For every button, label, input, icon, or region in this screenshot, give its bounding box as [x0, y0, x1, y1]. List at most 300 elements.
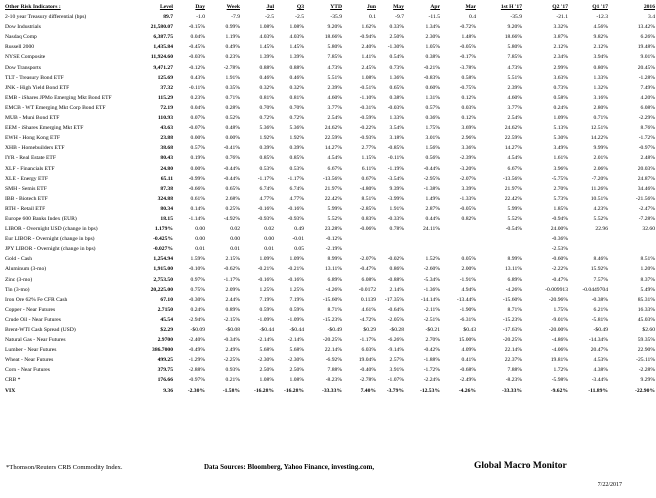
row-label: Wheat - Near Futures [5, 357, 54, 364]
change-cell: 9.29% [640, 377, 655, 384]
change-cell: -16.28% [253, 387, 274, 394]
change-cell: 2.39% [327, 84, 342, 91]
change-cell: -3.54% [387, 175, 404, 182]
level-cell: 37.32 [160, 84, 173, 91]
level-cell: 18.15 [160, 215, 173, 222]
table-row [4, 295, 656, 305]
change-cell: -15.23% [502, 316, 522, 323]
change-cell: 2.00% [461, 266, 476, 273]
change-cell: 0.44% [425, 215, 440, 222]
change-cell: 6.11% [361, 165, 376, 172]
change-cell: -0.17% [459, 54, 476, 61]
change-cell: 7.19% [259, 296, 274, 303]
level-cell: 379.75 [157, 367, 173, 374]
change-cell: 4.38% [593, 367, 608, 374]
change-cell: 59.35% [637, 337, 655, 344]
table-row [4, 174, 656, 184]
change-cell: -0.66% [188, 185, 205, 192]
change-cell: -3.99% [387, 195, 404, 202]
change-cell: 6.08% [361, 276, 376, 283]
change-cell: -1.30% [387, 44, 404, 51]
change-cell [477, 234, 523, 244]
change-cell: 13.11% [324, 266, 342, 273]
change-cell: 6.74% [289, 185, 304, 192]
change-cell: -1.17% [287, 175, 304, 182]
change-cell: 1.08% [259, 24, 274, 31]
row-label: Eur LIBOR - Overnight (change in bps) [5, 236, 95, 243]
change-cell: -0.94% [551, 215, 568, 222]
change-cell: 4.09% [461, 347, 476, 354]
change-cell: 4.54% [507, 155, 522, 162]
change-cell: -2.14% [287, 337, 304, 344]
change-cell: -0.85% [387, 145, 404, 152]
level-cell: 89.7 [163, 14, 173, 21]
change-cell: 3.96% [553, 165, 568, 172]
change-cell: -2.14% [257, 337, 274, 344]
change-cell: -2.05% [387, 316, 404, 323]
change-cell: -0.94% [359, 34, 376, 41]
change-cell: 3.01% [425, 135, 440, 142]
change-cell: -$0.09 [190, 327, 205, 333]
change-cell: 8.46% [593, 256, 608, 263]
change-cell: 5.68% [289, 347, 304, 354]
change-cell: -0.47% [359, 266, 376, 273]
table-row [4, 355, 656, 365]
change-cell: 6.03% [361, 347, 376, 354]
change-cell: 0.78% [389, 226, 404, 233]
row-label: Nasdaq Comp [5, 34, 37, 41]
col-header: Q1 '17 [592, 4, 608, 10]
change-cell: -1.91% [459, 276, 476, 283]
level-cell: 1.179% [154, 226, 173, 233]
table-row [4, 254, 656, 264]
change-cell: -12.3 [596, 14, 608, 21]
change-cell: 0.54% [389, 54, 404, 61]
change-cell: 14.27% [324, 145, 342, 152]
change-cell: -8.23% [505, 377, 522, 384]
change-cell: $2.60 [642, 327, 655, 333]
change-cell: -35.9 [330, 14, 342, 21]
change-cell: -0.11% [387, 155, 404, 162]
change-cell: 5.13% [553, 125, 568, 132]
change-cell: 0.00 [195, 226, 205, 233]
change-cell: -0.02% [387, 256, 404, 263]
change-cell: 0.23% [190, 94, 205, 101]
change-cell: 4.60% [507, 94, 522, 101]
change-cell: 2.50% [259, 367, 274, 374]
change-cell: 4.03% [259, 34, 274, 41]
row-label: TLT - Treasury Bond ETF [5, 74, 64, 81]
change-cell: 0.85% [289, 155, 304, 162]
change-cell: 0.57% [425, 104, 440, 111]
level-cell: 1,435.84 [153, 44, 173, 51]
change-cell: 0.03% [461, 104, 476, 111]
change-cell: 14.27% [504, 145, 522, 152]
change-cell: -0.51% [359, 84, 376, 91]
change-cell: 2.68% [225, 195, 240, 202]
change-cell: -17.63% [502, 327, 522, 333]
change-cell: 2.54% [507, 115, 522, 122]
change-cell: 5.73% [553, 195, 568, 202]
change-cell: 1.09% [259, 256, 274, 263]
change-cell: -1.29% [188, 357, 205, 364]
change-cell: 15.92% [590, 266, 608, 273]
change-cell: 7.40% [360, 387, 376, 394]
level-cell: 87.38 [160, 185, 173, 192]
change-cell: 0.38% [389, 94, 404, 101]
change-cell: 1.41% [361, 54, 376, 61]
change-cell: 1.45% [259, 44, 274, 51]
change-cell: 1.33% [593, 74, 608, 81]
change-cell: 2.45% [361, 64, 376, 71]
row-label: NYSE Composite [5, 54, 46, 61]
change-cell: -2.5 [265, 14, 274, 21]
col-header: Apr [430, 4, 440, 10]
level-cell: $2.29 [160, 327, 173, 333]
change-cell: 0.86% [389, 266, 404, 273]
change-cell: -1.10% [359, 94, 376, 101]
change-cell: -2.78% [223, 64, 240, 71]
change-cell: -$0.49 [327, 327, 342, 333]
change-cell: 0.49 [294, 226, 304, 233]
change-cell: 4.73% [327, 64, 342, 71]
row-label: Corn - Near Futures [5, 367, 50, 374]
change-cell: -2.95% [423, 175, 440, 182]
change-cell: -21.56% [635, 195, 655, 202]
change-cell: -5.75% [551, 175, 568, 182]
change-cell: -0.16% [287, 276, 304, 283]
change-cell: -14.14% [420, 296, 440, 303]
change-cell: 2.48% [640, 155, 655, 162]
level-cell: 11,924.60 [150, 54, 173, 61]
change-cell: 16.33% [637, 306, 655, 313]
change-cell: 2.12% [593, 44, 608, 51]
change-cell: 7.49% [640, 84, 655, 91]
change-cell [377, 234, 405, 244]
table-row [4, 204, 656, 214]
change-cell: -6.26% [387, 337, 404, 344]
change-cell: -0.44% [223, 175, 240, 182]
change-cell: -2.40% [188, 337, 205, 344]
change-cell [609, 234, 656, 244]
table-row [4, 83, 656, 93]
change-cell: 21.97% [324, 185, 342, 192]
change-cell: 0.71% [593, 115, 608, 122]
change-cell: 0.59% [289, 306, 304, 313]
change-cell: 1.31% [425, 94, 440, 101]
table-row [4, 214, 656, 224]
change-cell: 3.77% [507, 104, 522, 111]
change-cell: 0.83% [361, 215, 376, 222]
change-cell: 0.12% [461, 115, 476, 122]
change-cell: 24.62% [324, 125, 342, 132]
change-cell: 6.67% [507, 165, 522, 172]
change-cell: 7.19% [289, 296, 304, 303]
level-cell: 67.10 [160, 296, 173, 303]
col-header: May [393, 4, 404, 10]
change-cell: -25.11% [636, 357, 655, 364]
change-cell: -0.15% [188, 24, 205, 31]
change-cell: 1.34% [425, 24, 440, 31]
change-cell: 0.24% [553, 104, 568, 111]
change-cell: 2.01% [593, 155, 608, 162]
change-cell: 1.32% [593, 84, 608, 91]
level-cell: 115.29 [157, 94, 173, 101]
change-cell: 1.91% [225, 74, 240, 81]
header-label: Other Risk Indicators : [5, 4, 61, 10]
row-label: RTH - Retail ETF [5, 205, 46, 212]
change-cell [343, 234, 377, 244]
change-cell: 3.91% [389, 367, 404, 374]
change-cell: $0.43 [463, 327, 476, 333]
change-cell: 1.09% [553, 115, 568, 122]
change-cell: -0.22% [359, 125, 376, 132]
change-cell: -0.03% [387, 104, 404, 111]
change-cell: 0.00 [195, 236, 205, 243]
change-cell: 0.53% [259, 165, 274, 172]
level-cell: 20,225.00 [150, 286, 173, 293]
change-cell: 5.36% [289, 125, 304, 132]
change-cell: -9.62% [550, 387, 568, 394]
change-cell: 0.67% [361, 175, 376, 182]
change-cell: 4.77% [259, 195, 274, 202]
change-cell: 2.87% [425, 205, 440, 212]
change-cell: -0.33% [387, 215, 404, 222]
change-cell: -16.28% [283, 387, 304, 394]
change-cell: 6.08% [640, 104, 655, 111]
change-cell: 0.57% [190, 145, 205, 152]
table-row [4, 12, 656, 22]
change-cell: -4.26% [505, 286, 522, 293]
level-cell: 9.36 [163, 387, 173, 394]
change-cell: -2.53% [551, 246, 568, 253]
change-cell: 0.85% [259, 155, 274, 162]
change-cell: -3.44% [591, 377, 608, 384]
row-label: Crude Oil - Near Futures [5, 316, 61, 323]
change-cell: 1.19% [225, 34, 240, 41]
level-cell: 6,387.75 [153, 34, 173, 41]
change-cell: 0.1 [369, 14, 376, 21]
change-cell: -0.42% [423, 347, 440, 354]
brand-title: Global Macro Monitor [474, 461, 567, 471]
change-cell: 0.00% [190, 165, 205, 172]
change-cell: 7.85% [327, 54, 342, 61]
change-cell: 5.99% [507, 205, 522, 212]
change-cell: 3.18% [389, 135, 404, 142]
change-cell [609, 244, 656, 254]
change-cell: 1.48% [461, 34, 476, 41]
footer [4, 461, 636, 475]
change-cell [569, 234, 609, 244]
change-cell: -3.78% [459, 64, 476, 71]
change-cell: 4.53% [593, 357, 608, 364]
change-cell: -2.88% [188, 367, 205, 374]
change-cell: 1.33% [389, 115, 404, 122]
change-cell: 4.03% [289, 34, 304, 41]
change-cell: 22.37% [504, 357, 522, 364]
change-cell: -2.28% [638, 367, 655, 374]
change-cell [405, 234, 441, 244]
change-cell: 0.93% [225, 367, 240, 374]
change-cell: 4.23% [593, 205, 608, 212]
change-cell: 2.49% [225, 347, 240, 354]
table-row [4, 63, 656, 73]
change-cell: -11.89% [588, 387, 608, 394]
change-cell: 19.81% [550, 357, 568, 364]
change-cell: -4.72% [359, 316, 376, 323]
change-cell: 3.69% [461, 125, 476, 132]
change-cell: 22.42% [504, 195, 522, 202]
change-cell: -0.21% [423, 64, 440, 71]
change-cell: -2.60% [423, 266, 440, 273]
change-cell: 0.07% [190, 115, 205, 122]
table-row [4, 264, 656, 274]
change-cell: -0.72% [459, 24, 476, 31]
change-cell: -3.79% [386, 387, 404, 394]
row-label: Iron Ore 62% Fe CFR Cash [5, 296, 68, 303]
row-label: VIX [5, 387, 16, 394]
change-cell: 1.72% [553, 367, 568, 374]
change-cell: -0.93% [359, 135, 376, 142]
change-cell: -1.14% [188, 215, 205, 222]
change-cell: 5.52% [327, 215, 342, 222]
change-cell: 3.36% [461, 145, 476, 152]
level-cell: 65.11 [160, 175, 173, 182]
change-cell: 0.00% [225, 135, 240, 142]
change-cell: 6.21% [593, 306, 608, 313]
change-cell: 1.05% [425, 44, 440, 51]
change-cell: 2.14% [389, 286, 404, 293]
change-cell: -2.30% [187, 387, 205, 394]
row-label: IBB - Biotech ETF [5, 195, 48, 202]
change-cell: 0.60% [425, 84, 440, 91]
change-cell: 0.81% [259, 94, 274, 101]
change-cell: 0.53% [289, 165, 304, 172]
table-row [4, 365, 656, 375]
change-cell: -1.07% [387, 377, 404, 384]
change-cell: 0.35% [225, 84, 240, 91]
change-cell: 0.72% [289, 115, 304, 122]
change-cell: 1.08% [259, 377, 274, 384]
change-cell: 0.97% [190, 276, 205, 283]
change-cell: -17.35% [384, 296, 404, 303]
change-cell: -5.98% [551, 377, 568, 384]
level-cell: 43.63 [160, 125, 173, 132]
change-cell: 0.32% [259, 84, 274, 91]
change-cell: -0.0172 [358, 286, 376, 293]
row-label: Copper - Near Futures [5, 306, 56, 313]
change-cell: -0.47% [551, 276, 568, 283]
change-cell: 13.11% [504, 266, 522, 273]
change-cell: 3.87% [553, 34, 568, 41]
change-cell: 32.60 [642, 226, 655, 233]
change-cell: -4.26% [325, 286, 342, 293]
change-cell: 1.49% [425, 195, 440, 202]
level-cell: 2,753.50 [153, 276, 173, 283]
row-label: SMH - Semis ETF [5, 185, 47, 192]
change-cell: 5.30% [553, 135, 568, 142]
change-cell: -2.25% [223, 357, 240, 364]
change-cell: 0.25% [225, 205, 240, 212]
table-row [4, 244, 656, 254]
row-label: 2-10 year Treasury differential (bps) [5, 14, 87, 21]
change-cell: -2.07% [359, 256, 376, 263]
change-cell: -2.78% [359, 377, 376, 384]
table-row [4, 194, 656, 204]
change-cell: -2.51% [423, 316, 440, 323]
change-cell: -13.44% [456, 296, 476, 303]
col-header: Q3 [296, 4, 304, 10]
change-cell: 9.20% [507, 24, 522, 31]
change-cell: 3.39% [461, 185, 476, 192]
table-row [4, 335, 656, 345]
change-cell: 24.00% [550, 226, 568, 233]
change-cell: -0.49% [188, 347, 205, 354]
level-cell: -0.027% [152, 246, 173, 253]
change-cell: 0.33% [389, 24, 404, 31]
change-cell: 5.80% [507, 44, 522, 51]
change-cell: -0.0449704 [582, 286, 608, 293]
change-cell: -2.11% [423, 306, 440, 313]
row-label: EMB - iShares JPMo Emerging Mkt Bond ETF [5, 94, 112, 101]
change-cell: -$0.44 [289, 327, 304, 333]
change-cell: 3.4 [648, 14, 655, 21]
change-cell: -2.15% [223, 316, 240, 323]
row-label: XLE - Energy ETF [5, 175, 48, 182]
change-cell: 4.60% [327, 94, 342, 101]
change-cell: -0.16% [257, 205, 274, 212]
change-cell: -2.85% [359, 205, 376, 212]
change-cell: -11.5 [428, 14, 440, 21]
row-label: Zinc (3-mo) [5, 276, 33, 283]
change-cell: 13.42% [637, 24, 655, 31]
change-cell: 0.01 [230, 246, 240, 253]
change-cell: 24.11% [422, 226, 440, 233]
change-cell: 0.80% [593, 64, 608, 71]
table-row [4, 32, 656, 42]
change-cell: 0.88% [289, 64, 304, 71]
change-cell: -0.01 [292, 236, 304, 243]
change-cell: -0.10% [188, 266, 205, 273]
row-label: EWH - Hong Kong ETF [5, 135, 60, 142]
change-cell: 0.12% [461, 94, 476, 101]
change-cell: 0.61% [190, 195, 205, 202]
change-cell: 1.45% [289, 44, 304, 51]
change-cell: 5.51% [507, 74, 522, 81]
row-label: CRB * [5, 377, 21, 384]
change-cell: 5.49% [640, 286, 655, 293]
level-cell: 45.54 [160, 316, 173, 323]
change-cell [405, 244, 441, 254]
change-cell: 10.51% [590, 195, 608, 202]
change-cell: 4.73% [507, 64, 522, 71]
change-cell: -0.99% [188, 175, 205, 182]
change-cell: 5.52% [593, 215, 608, 222]
change-cell [343, 244, 377, 254]
change-cell: 0.00 [264, 236, 274, 243]
change-cell: 0.00 [230, 236, 240, 243]
change-cell: -12.53% [419, 387, 440, 394]
change-cell: -6.31% [459, 316, 476, 323]
row-label: Brent-WTI Cash Spread (USD) [5, 327, 76, 333]
change-cell: 0.70% [259, 104, 274, 111]
change-cell: 0.71% [225, 94, 240, 101]
change-cell: -33.33% [501, 387, 522, 394]
change-cell: -9.01% [551, 316, 568, 323]
change-cell: 5.99% [327, 205, 342, 212]
change-cell: 5.51% [327, 74, 342, 81]
table-row [4, 133, 656, 143]
